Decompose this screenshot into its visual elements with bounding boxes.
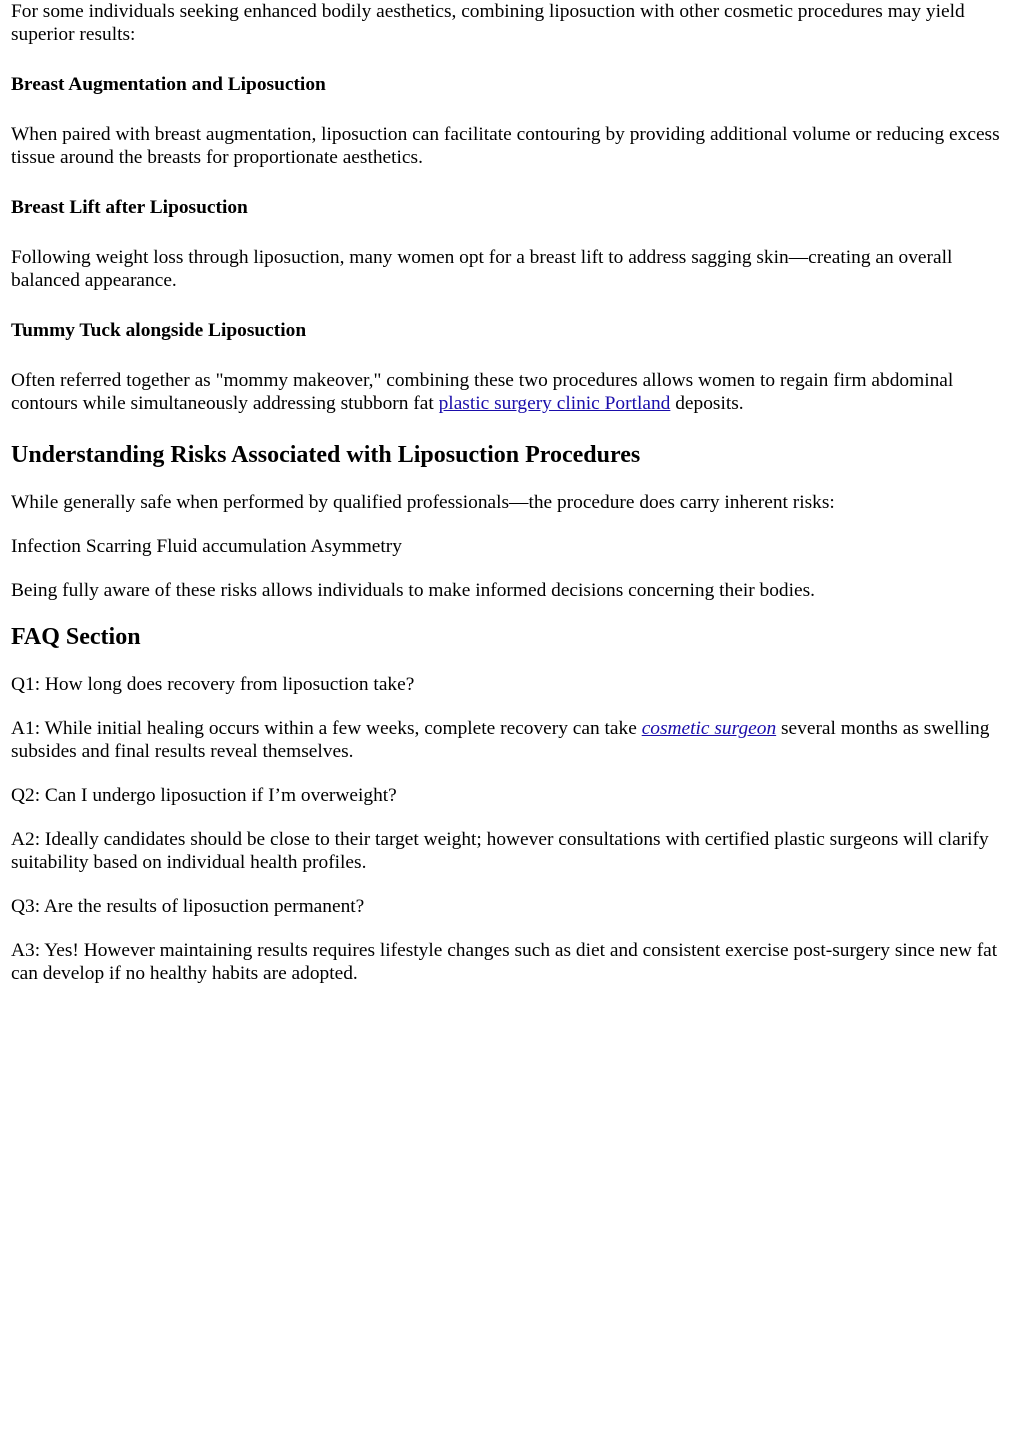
faq-question-1: Q1: How long does recovery from liposuction take? xyxy=(11,674,415,695)
faq-question-2: Q2: Can I undergo liposuction if I’m overweight? xyxy=(11,785,397,806)
tummy-tuck-text-after: deposits. xyxy=(670,393,744,414)
faq-answer-1 xyxy=(11,717,1013,763)
plastic-surgery-clinic-link[interactable]: plastic surgery clinic Portland xyxy=(438,393,671,414)
faq-answer-2: A2: Ideally candidates should be close to their target weight; however consultations with certified plastic surgeons will clarify suitability based on individual health profiles. xyxy=(11,829,989,873)
section-text-tummy-tuck xyxy=(11,369,1013,415)
cosmetic-surgeon-link[interactable]: cosmetic surgeon xyxy=(641,718,777,739)
faq-answer-1-before: A1: While initial healing occurs within a few weeks, complete recovery can take xyxy=(11,718,642,739)
section-text-breast-lift: Following weight loss through liposuction, many women opt for a breast lift to address sagging skin—creating an overall balanced appearance. xyxy=(11,247,953,291)
risks-heading: Understanding Risks Associated with Liposuction Procedures xyxy=(11,442,641,468)
faq-heading: FAQ Section xyxy=(11,624,141,650)
section-heading-tummy-tuck: Tummy Tuck alongside Liposuction xyxy=(11,320,307,341)
faq-answer-3: A3: Yes! However maintaining results requires lifestyle changes such as diet and consistent exercise post-surgery since new fat can develop if no healthy habits are adopted. xyxy=(11,940,998,984)
section-text-breast-augmentation: When paired with breast augmentation, liposuction can facilitate contouring by providing additional volume or reducing excess tissue around the breasts for proportionate aesthetics. xyxy=(11,124,1000,168)
intro-paragraph: For some individuals seeking enhanced bodily aesthetics, combining liposuction with other cosmetic procedures may yield superior results: xyxy=(11,1,965,45)
risks-outro: Being fully aware of these risks allows individuals to make informed decisions concerning their bodies. xyxy=(11,580,815,601)
faq-question-3: Q3: Are the results of liposuction permanent? xyxy=(11,896,365,917)
section-heading-breast-augmentation: Breast Augmentation and Liposuction xyxy=(11,74,326,95)
risks-list: Infection Scarring Fluid accumulation Asymmetry xyxy=(11,536,402,557)
risks-intro: While generally safe when performed by qualified professionals—the procedure does carry inherent risks: xyxy=(11,492,835,513)
section-heading-breast-lift: Breast Lift after Liposuction xyxy=(11,197,248,218)
faq-answer-1-after: several months as swelling subsides and final results reveal themselves. xyxy=(11,718,990,762)
tummy-tuck-text-before: Often referred together as "mommy makeover," combining these two procedures allows women to regain firm abdominal contours while simultaneously addressing stubborn fat xyxy=(11,370,954,414)
